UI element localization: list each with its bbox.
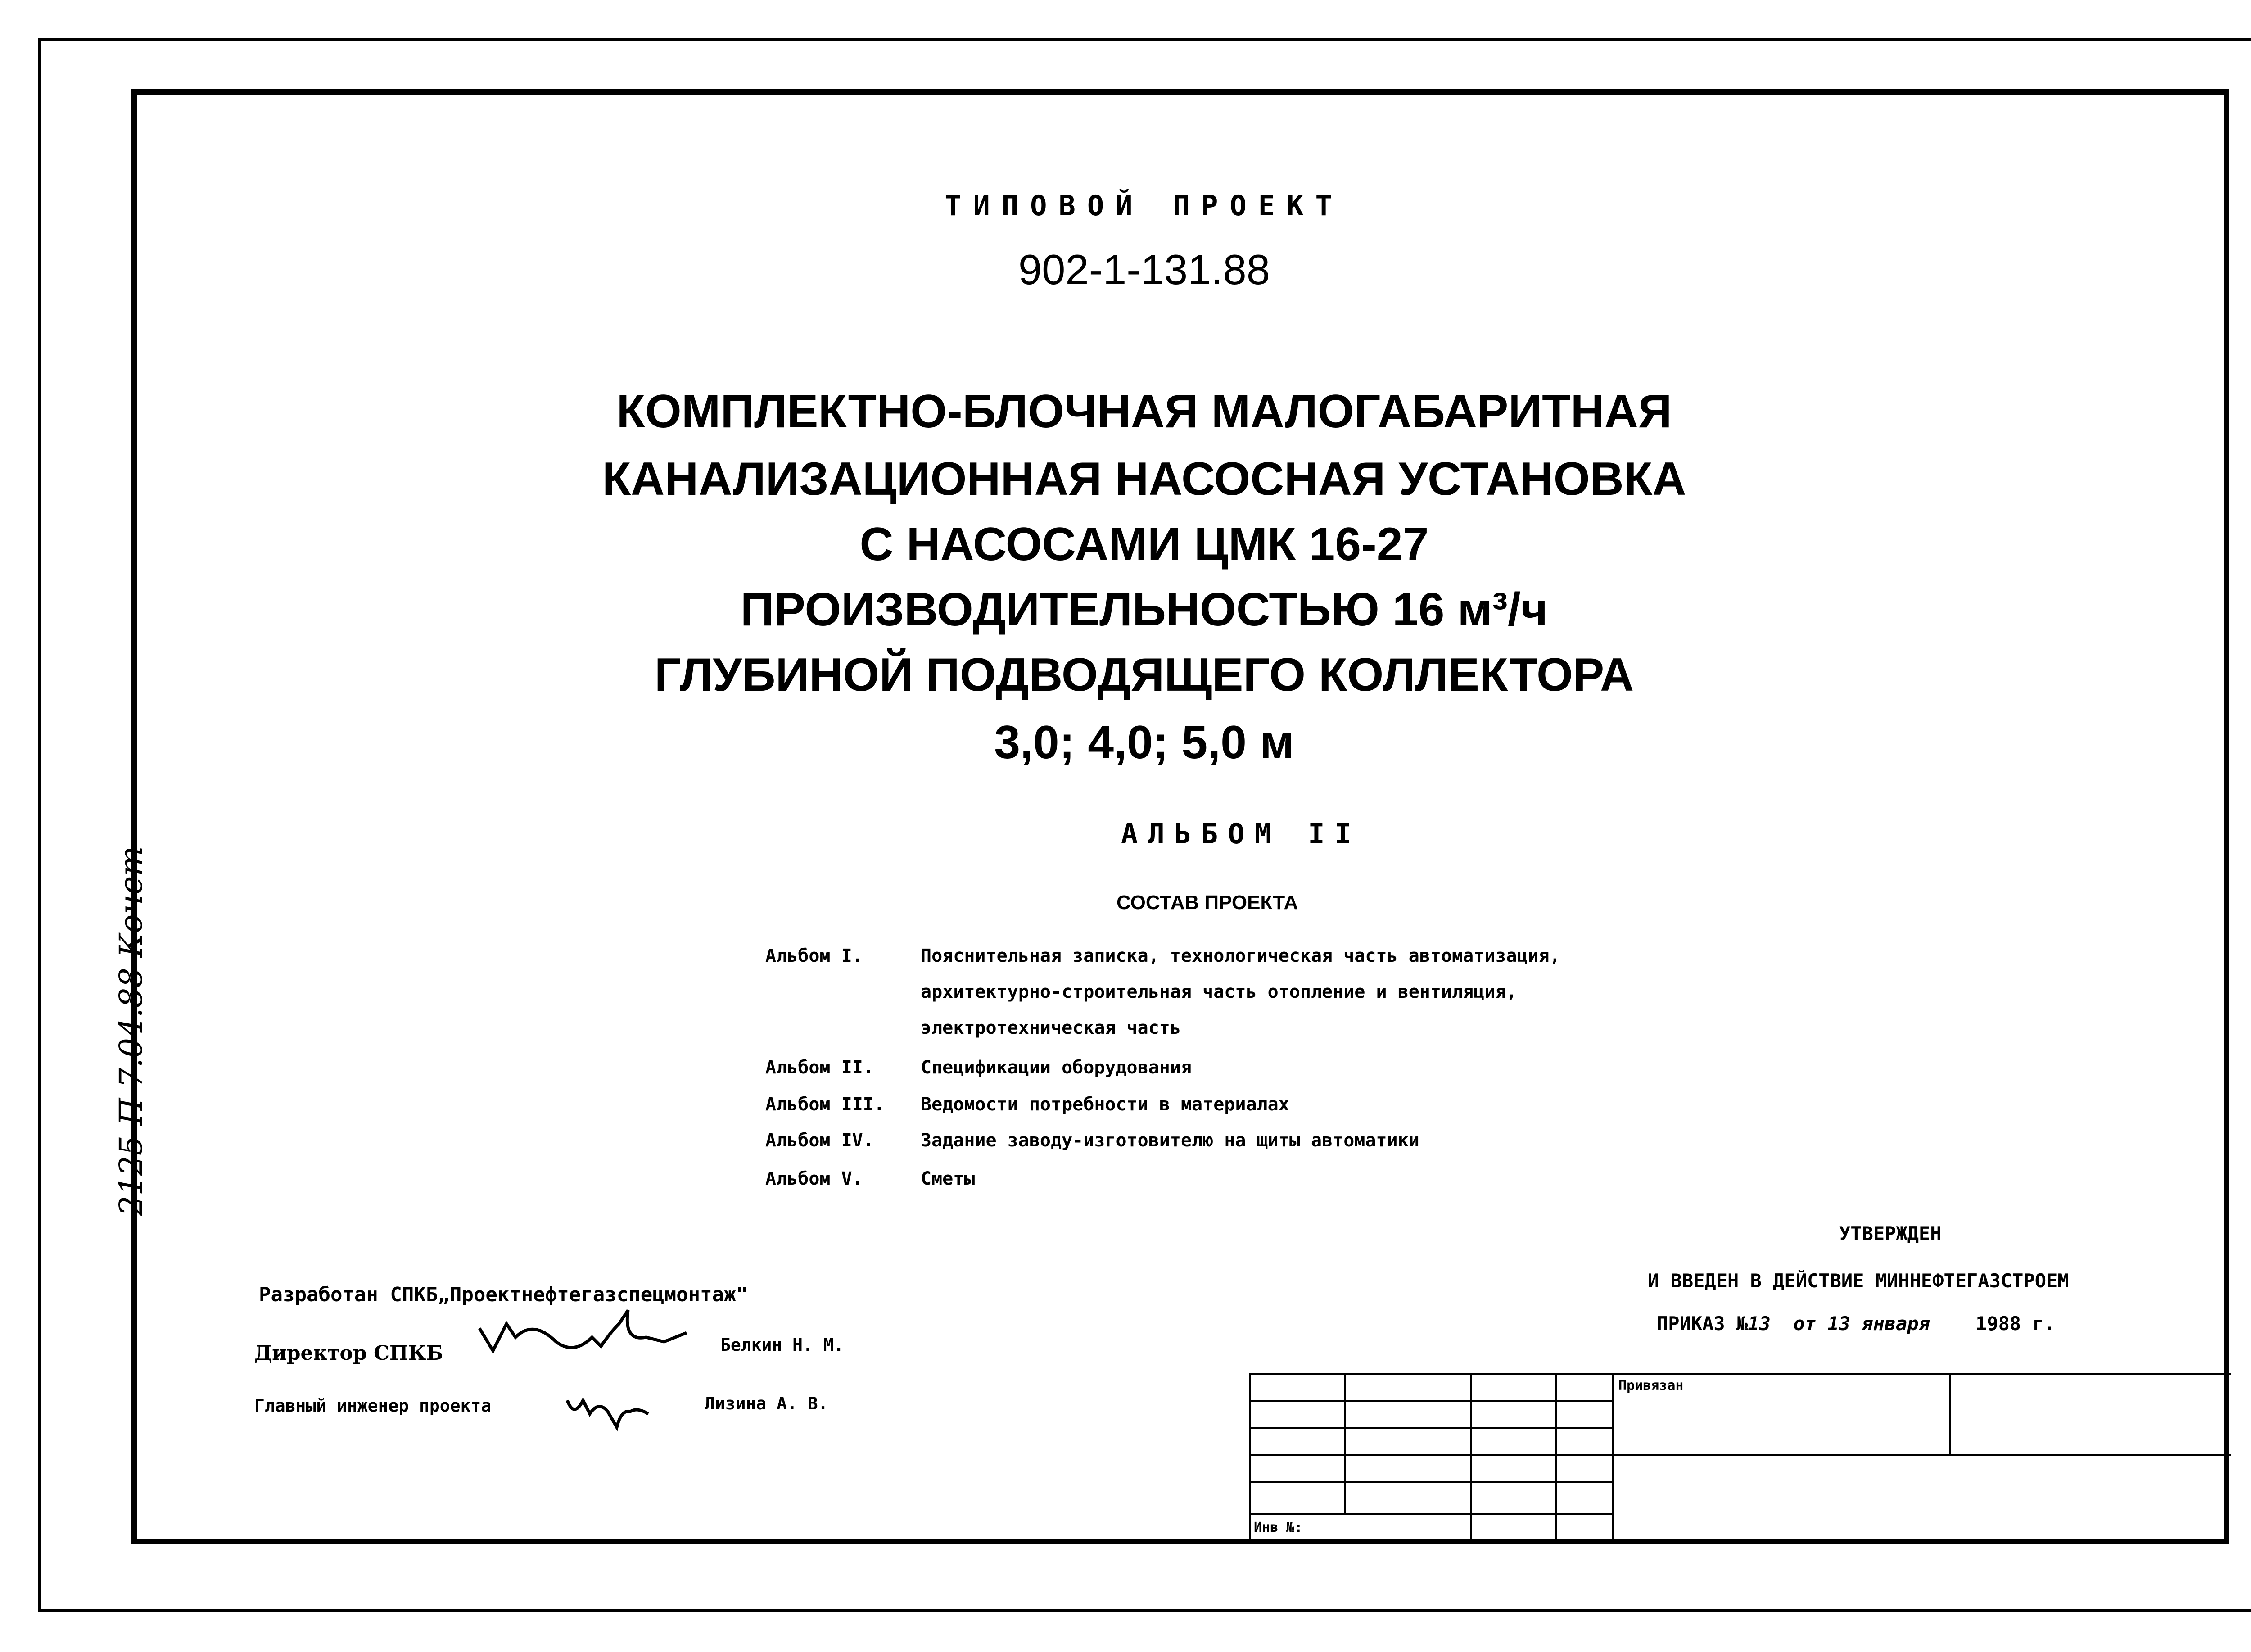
stamp-line — [1470, 1373, 1472, 1544]
order-from: от — [1793, 1313, 1817, 1335]
bound-label: Привязан — [1618, 1378, 1684, 1394]
engineer-name: Лизина А. В. — [705, 1394, 828, 1413]
stamp-line — [1249, 1373, 1251, 1544]
album-2-key: Альбом II. — [765, 1057, 874, 1078]
album-4-line: Задание заводу-изготовителю на щиты автоматики — [921, 1130, 1419, 1151]
order-prefix: ПРИКАЗ № — [1657, 1313, 1748, 1335]
director-name: Белкин Н. М. — [720, 1335, 844, 1355]
album-3-line: Ведомости потребности в материалах — [921, 1094, 1289, 1115]
stamp-line — [1249, 1513, 1614, 1515]
order-line — [1657, 1313, 2055, 1335]
stamp-line — [1344, 1373, 1346, 1513]
album-2-line: Спецификации оборудования — [921, 1057, 1192, 1078]
engineer-label: Главный инженер проекта — [254, 1396, 492, 1416]
album-1-line-2: архитектурно-строительная часть отопление и вентиляция, — [921, 982, 1517, 1002]
stamp-line — [1249, 1481, 1614, 1483]
album-1-line-1: Пояснительная записка, технологическая часть автоматизация, — [921, 946, 1560, 966]
stamp-line — [1249, 1373, 2231, 1375]
composition-heading: СОСТАВ ПРОЕКТА — [1116, 892, 1298, 914]
engineer-signature — [563, 1387, 653, 1436]
inv-label: Инв №: — [1254, 1520, 1303, 1535]
order-year: 1988 г. — [1975, 1313, 2056, 1335]
stamp-line — [1249, 1454, 2231, 1456]
approved-line-2: И ВВЕДЕН В ДЕЙСТВИЕ МИННЕФТЕГАЗСТРОЕМ — [1648, 1270, 2069, 1292]
title-line-5: ГЛУБИНОЙ ПОДВОДЯЩЕГО КОЛЛЕКТОРА — [654, 649, 1634, 701]
order-number: 13 — [1748, 1313, 1771, 1335]
director-signature — [475, 1306, 700, 1373]
album-5-key: Альбом V. — [765, 1168, 863, 1189]
developer-line: Разработан СПКБ„Проектнефтегазспецмонтаж" — [259, 1283, 748, 1306]
project-type: ТИПОВОЙ ПРОЕКТ — [945, 189, 1344, 222]
title-block-stamp — [1249, 1373, 2231, 1544]
title-line-1: КОМПЛЕКТНО-БЛОЧНАЯ МАЛОГАБАРИТНАЯ — [616, 385, 1672, 438]
stamp-line — [1612, 1373, 1614, 1544]
title-line-4: ПРОИЗВОДИТЕЛЬНОСТЬЮ 16 м³/ч — [740, 584, 1548, 636]
stamp-line — [1555, 1373, 1557, 1544]
album-4-key: Альбом IV. — [765, 1130, 874, 1151]
album-3-key: Альбом III. — [765, 1094, 885, 1115]
album-number: АЛЬБОМ II — [1121, 817, 1361, 850]
stamp-line — [1249, 1427, 1614, 1429]
stamp-line — [1249, 1400, 1614, 1402]
director-label: Директор СПКБ — [254, 1342, 443, 1365]
order-date: 13 января — [1827, 1313, 1930, 1335]
side-handwritten-note: 2125 П 7.04.88 Кочет — [113, 846, 149, 1216]
title-line-3: С НАСОСАМИ ЦМК 16-27 — [859, 518, 1429, 570]
title-line-6: 3,0; 4,0; 5,0 м — [994, 716, 1294, 769]
album-5-line: Сметы — [921, 1168, 975, 1189]
composition-list — [765, 946, 1666, 1216]
title-line-2: КАНАЛИЗАЦИОННАЯ НАСОСНАЯ УСТАНОВКА — [602, 453, 1686, 505]
album-1-line-3: электротехническая часть — [921, 1018, 1181, 1038]
album-1-key: Альбом I. — [765, 946, 863, 966]
stamp-line — [1949, 1373, 1951, 1454]
project-number: 902-1-131.88 — [1018, 246, 1270, 293]
approved-title: УТВЕРЖДЕН — [1839, 1222, 1942, 1245]
